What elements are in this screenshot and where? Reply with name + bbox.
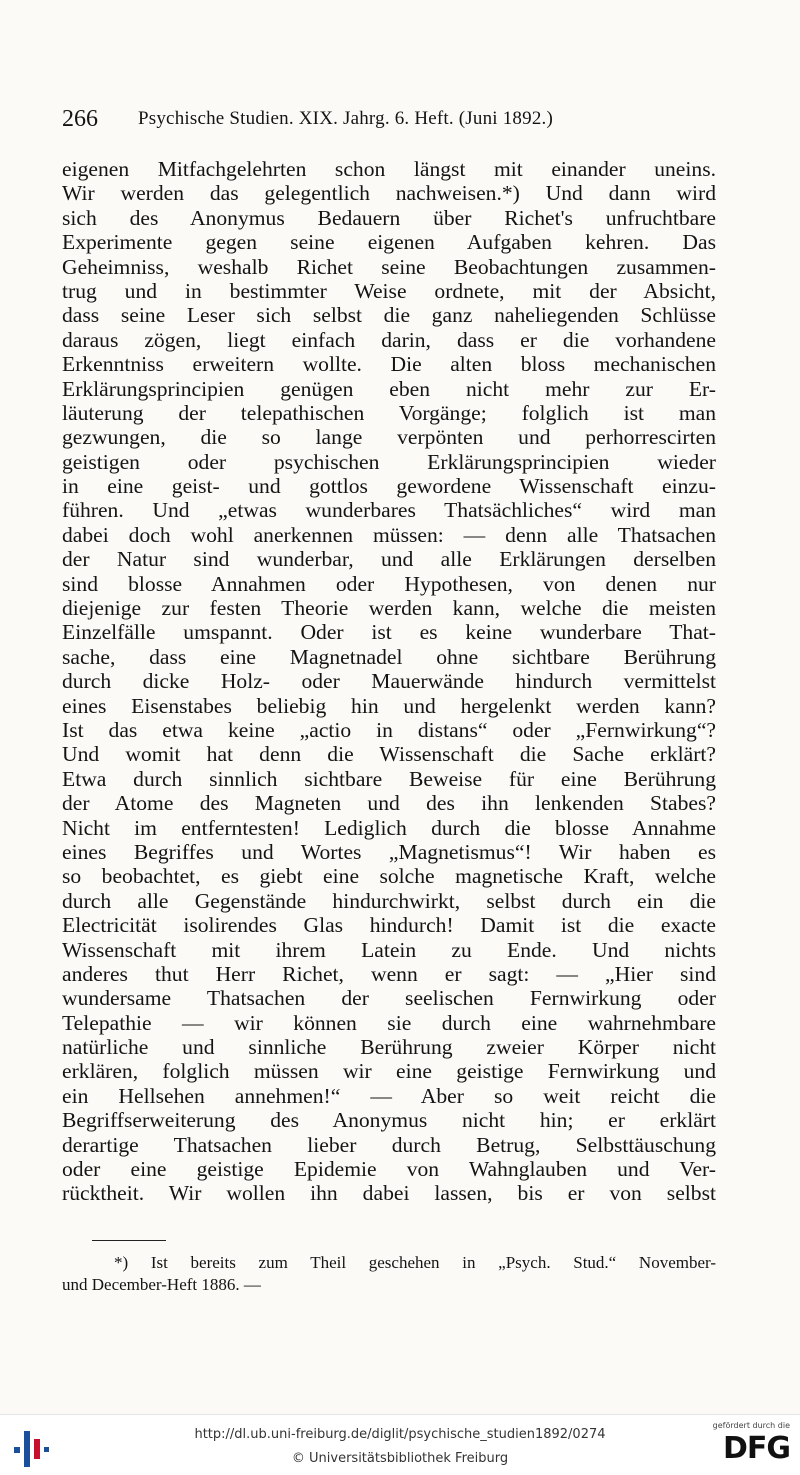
text-line: Ist das etwa keine „actio in distans“ oder „Fernwirkung“? bbox=[62, 717, 716, 742]
text-line: Telepathie — wir können sie durch eine wahrnehmbare bbox=[62, 1010, 716, 1035]
text-line: trug und in bestimmter Weise ordnete, mit der Absicht, bbox=[62, 278, 716, 303]
text-line: durch alle Gegenstände hindurchwirkt, selbst durch ein die bbox=[62, 888, 716, 913]
footnote-line: und December-Heft 1886. — bbox=[62, 1275, 261, 1294]
text-line: daraus zögen, liegt einfach darin, dass er die vorhandene bbox=[62, 327, 716, 352]
text-line: gezwungen, die so lange verpönten und perhorrescirten bbox=[62, 425, 716, 450]
permalink-url[interactable]: http://dl.ub.uni-freiburg.de/diglit/psychische_studien1892/0274 bbox=[194, 1427, 606, 1442]
running-title: Psychische Studien. XIX. Jahrg. 6. Heft. (Juni 1892.) bbox=[138, 108, 554, 129]
text-line: Wissenschaft mit ihrem Latein zu Ende. Und nichts bbox=[62, 937, 716, 962]
text-line: der Atome des Magneten und des ihn lenkenden Stabes? bbox=[62, 791, 716, 816]
text-line: läuterung der telepathischen Vorgänge; folglich ist man bbox=[62, 400, 716, 425]
text-line: Erklärungsprincipien genügen eben nicht mehr zur Er- bbox=[62, 376, 716, 401]
page-header bbox=[62, 106, 718, 136]
footnote-rule bbox=[92, 1240, 166, 1241]
funder-caption: gefördert durch die bbox=[712, 1421, 790, 1430]
footnote-line: *) Ist bereits zum Theil geschehen in „Psych. Stud.“ November- bbox=[114, 1253, 716, 1272]
text-line: Etwa durch sinnlich sichtbare Beweise für eine Berührung bbox=[62, 766, 716, 791]
text-line: diejenige zur festen Theorie werden kann, welche die meisten bbox=[62, 596, 716, 621]
text-line: dabei doch wohl anerkennen müssen: — denn alle Thatsachen bbox=[62, 522, 716, 547]
text-line: Begriffserweiterung des Anonymus nicht hin; er erklärt bbox=[62, 1108, 716, 1133]
text-line: in eine geist- und gottlos gewordene Wissenschaft einzu- bbox=[62, 474, 716, 499]
text-line: dass seine Leser sich selbst die ganz naheliegenden Schlüsse bbox=[62, 303, 716, 328]
footnote bbox=[62, 1252, 716, 1296]
text-line: sind blosse Annahmen oder Hypothesen, von denen nur bbox=[62, 571, 716, 596]
dfg-logo-text: DFG bbox=[722, 1431, 790, 1466]
text-line: Geheimniss, weshalb Richet seine Beobachtungen zusammen- bbox=[62, 254, 716, 279]
text-line: oder eine geistige Epidemie von Wahnglauben und Ver- bbox=[62, 1157, 716, 1182]
text-line: natürliche und sinnliche Berührung zweier Körper nicht bbox=[62, 1035, 716, 1060]
text-line: rücktheit. Wir wollen ihn dabei lassen, bis er von selbst bbox=[62, 1181, 716, 1206]
dfg-logo bbox=[706, 1421, 790, 1471]
text-line: wundersame Thatsachen der seelischen Fernwirkung oder bbox=[62, 986, 716, 1011]
text-line: durch dicke Holz- oder Mauerwände hindurch vermittelst bbox=[62, 669, 716, 694]
text-line: sache, dass eine Magnetnadel ohne sichtbare Berührung bbox=[62, 644, 716, 669]
text-line: geistigen oder psychischen Erklärungsprincipien wieder bbox=[62, 449, 716, 474]
viewer-footer bbox=[0, 1414, 800, 1475]
text-line: der Natur sind wunderbar, und alle Erklärungen derselben bbox=[62, 547, 716, 572]
text-line: Experimente gegen seine eigenen Aufgaben kehren. Das bbox=[62, 230, 716, 255]
text-line: derartige Thatsachen lieber durch Betrug, Selbsttäuschung bbox=[62, 1132, 716, 1157]
text-line: Einzelfälle umspannt. Oder ist es keine wunderbare That- bbox=[62, 620, 716, 645]
page-number: 266 bbox=[62, 106, 98, 132]
text-line: Erkenntniss erweitern wollte. Die alten bloss mechanischen bbox=[62, 352, 716, 377]
text-line: eigenen Mitfachgelehrten schon längst mit einander uneins. bbox=[62, 157, 716, 181]
text-line: Wir werden das gelegentlich nachweisen.*) Und dann wird bbox=[62, 181, 716, 206]
copyright-notice: © Universitätsbibliothek Freiburg bbox=[291, 1451, 509, 1466]
text-line: ein Hellsehen annehmen!“ — Aber so weit reicht die bbox=[62, 1083, 716, 1108]
body-text bbox=[62, 157, 716, 1206]
text-line: Electricität isolirendes Glas hindurch! Damit ist die exacte bbox=[62, 913, 716, 938]
text-line: eines Begriffes und Wortes „Magnetismus“! Wir haben es bbox=[62, 839, 716, 864]
text-line: sich des Anonymus Bedauern über Richet's unfruchtbare bbox=[62, 205, 716, 230]
text-line: anderes thut Herr Richet, wenn er sagt: — „Hier sind bbox=[62, 961, 716, 986]
text-line: führen. Und „etwas wunderbares Thatsächliches“ wird man bbox=[62, 498, 716, 523]
text-line: eines Eisenstabes beliebig hin und hergelenkt werden kann? bbox=[62, 693, 716, 718]
text-line: Nicht im entferntesten! Lediglich durch die blosse Annahme bbox=[62, 815, 716, 840]
text-line: so beobachtet, es giebt eine solche magnetische Kraft, welche bbox=[62, 864, 716, 889]
text-line: erklären, folglich müssen wir eine geistige Fernwirkung und bbox=[62, 1059, 716, 1084]
text-line: Und womit hat denn die Wissenschaft die Sache erklärt? bbox=[62, 742, 716, 767]
